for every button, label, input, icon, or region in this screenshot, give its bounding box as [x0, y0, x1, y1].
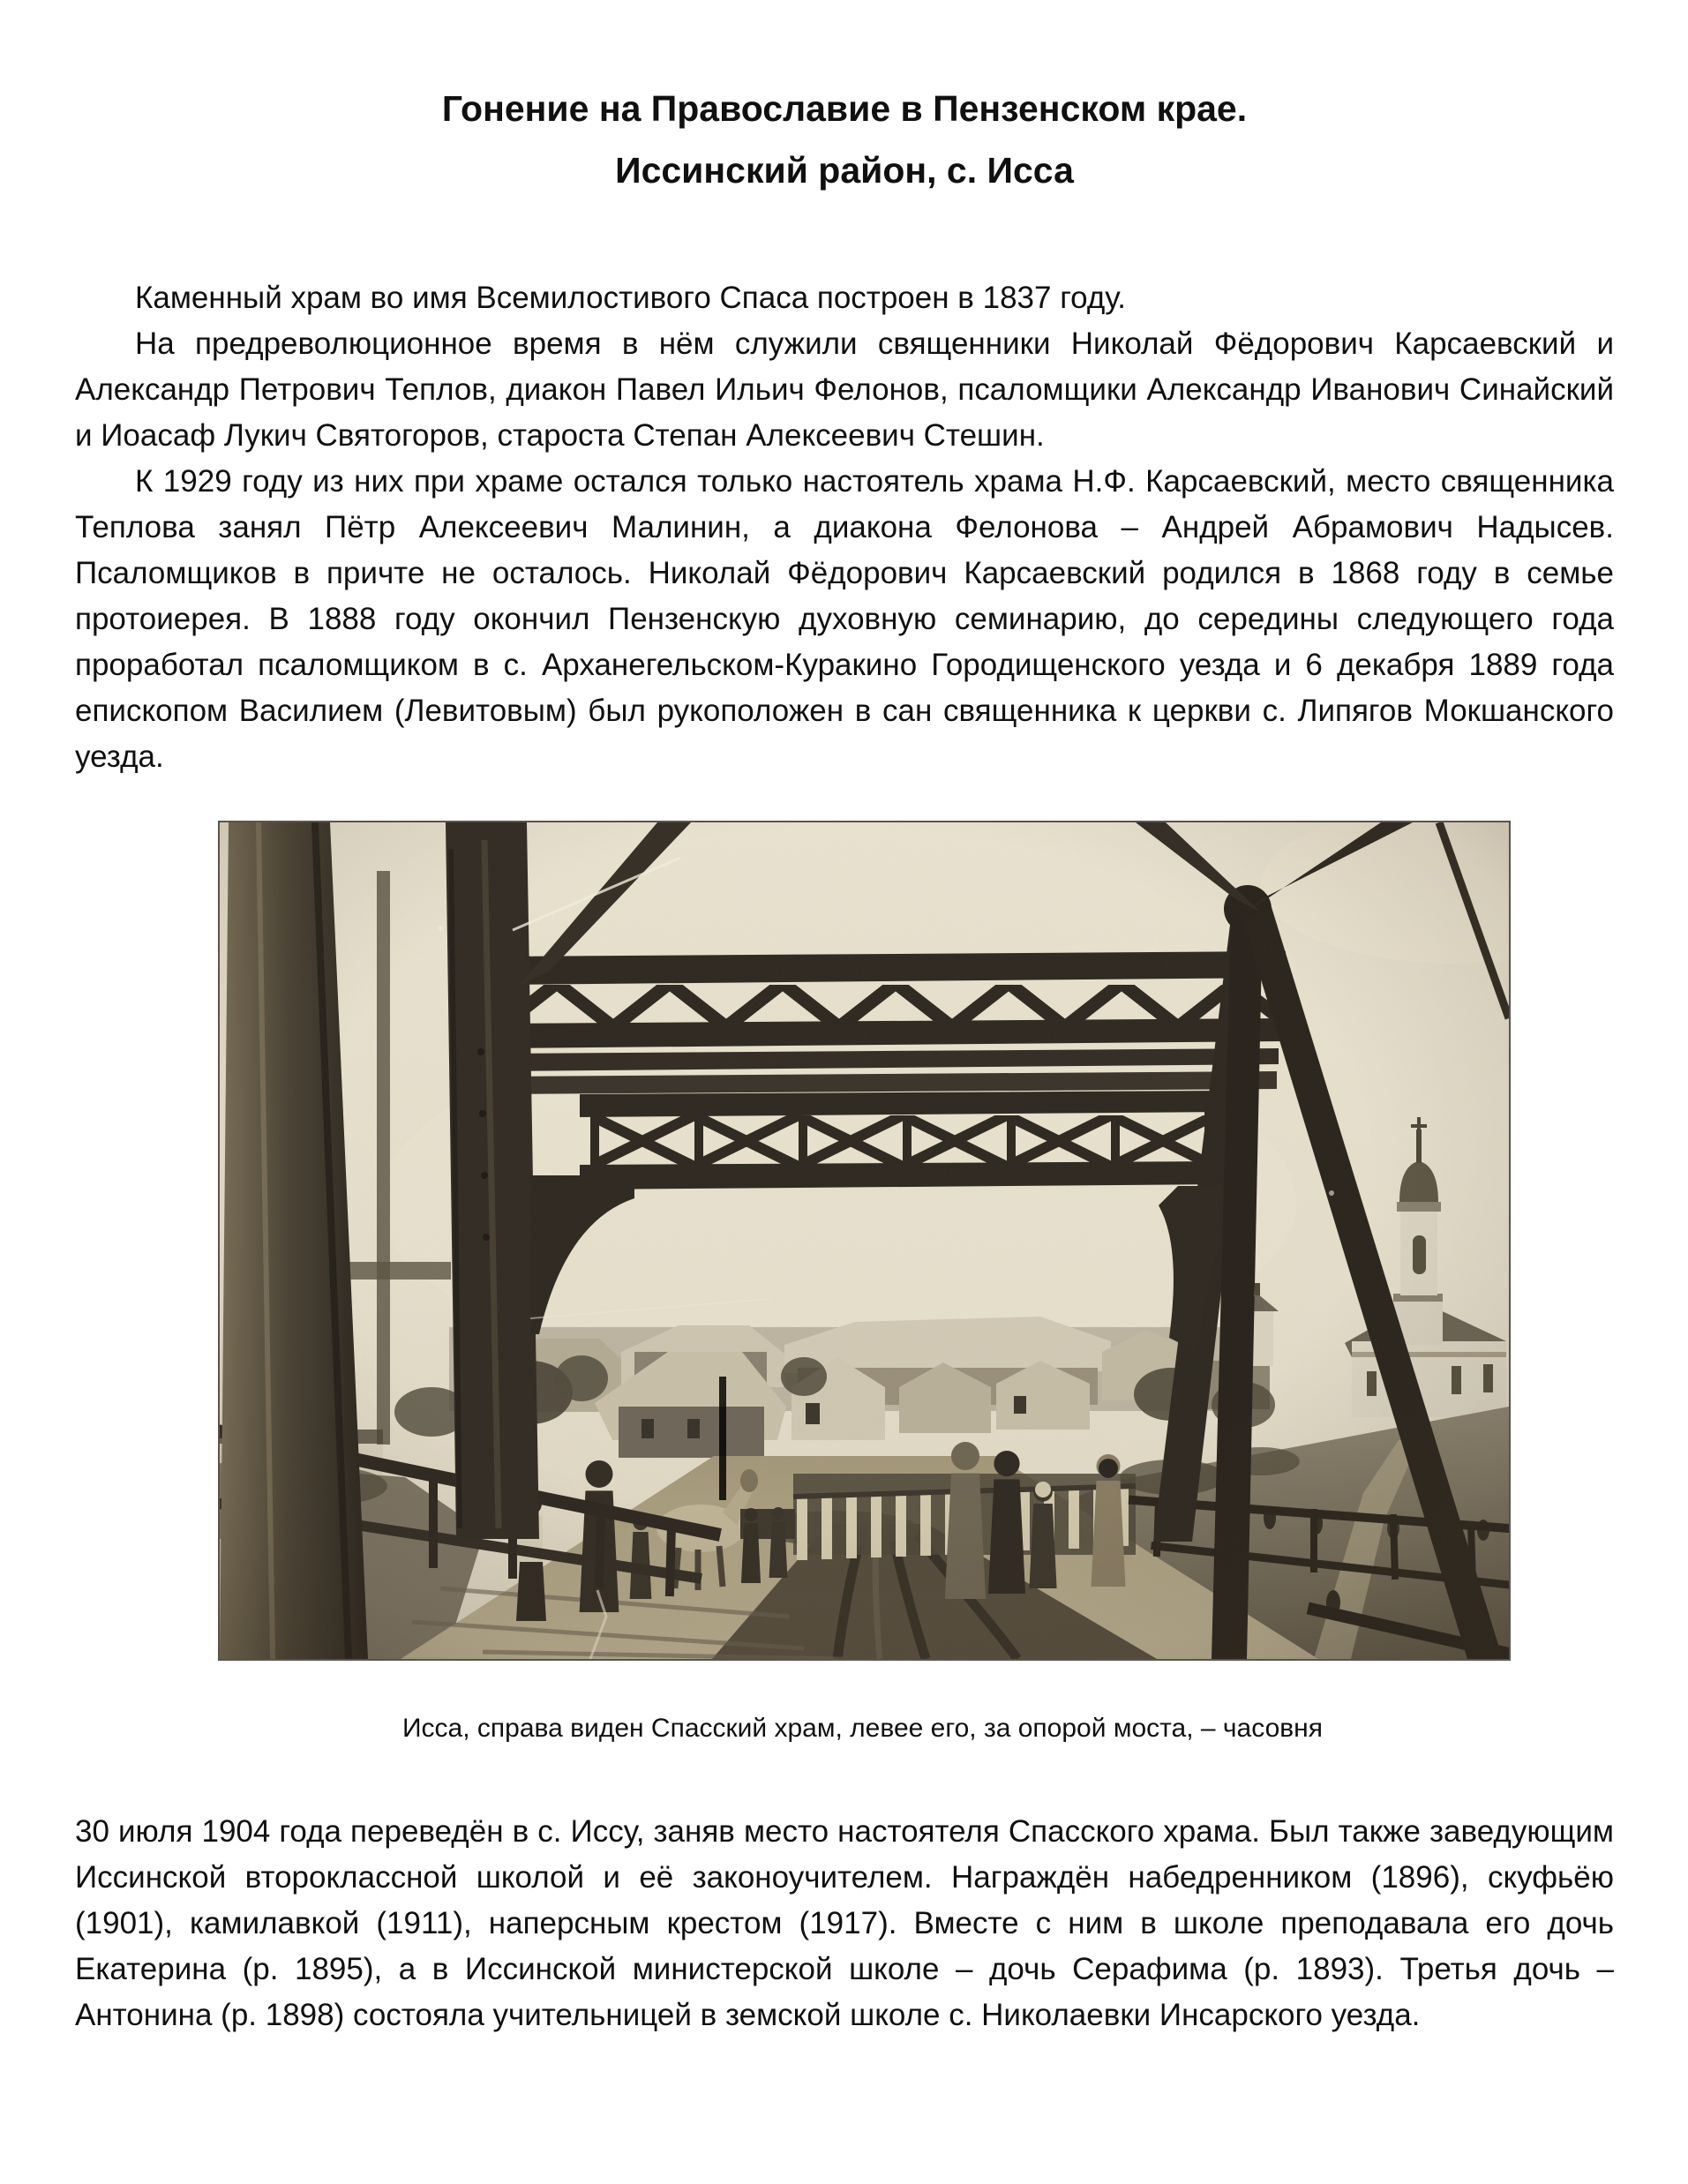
title-line-1: Гонение на Православие в Пензенском крае.	[441, 88, 1248, 129]
bridge-photo-art	[220, 822, 1509, 1659]
paragraph-1929-clergy: К 1929 году из них при храме остался только настоятель храма Н.Ф. Карсаевский, место священника Теплова занял Пётр Алексеевич Малинин, а диакона Фелонова – Андрей Абрамович Надысев. Псаломщиков в причте не осталось. Николай Фёдорович Карсаевский родился в 1868 году в семье протоиерея. В 1888 году окончил Пензенскую духовную семинарию, до середины следующего года проработал псаломщиком в с. Арханегельском-Куракино Городищенского уезда и 6 декабря 1889 года епископом Василием (Левитовым) был рукоположен в сан священника к церкви с. Липягов Мокшанского уезда.	[75, 464, 1614, 774]
paragraph-prerevolutionary-clergy: На предреволюционное время в нём служили священники Николай Фёдорович Карсаевский и Александр Петрович Теплов, диакон Павел Ильич Фелонов, псаломщики Александр Иванович Синайский и Иоасаф Лукич Святогоров, староста Степан Алексеевич Стешин.	[75, 326, 1614, 453]
bridge-photo-figure	[218, 821, 1507, 1745]
page-title	[75, 78, 1614, 201]
paragraph-church-built: Каменный храм во имя Всемилостивого Спаса построен в 1837 году.	[135, 281, 1127, 315]
paragraph-transfer-1904: 30 июля 1904 года переведён в с. Иссу, заняв место настоятеля Спасского храма. Был также заведующим Иссинской второклассной школой и её законоучителем. Награждён набедренником (1896), скуфьёю (1901), камилавкой (1911), наперсным крестом (1917). Вместе с ним в школе преподавала его дочь Екатерина (р. 1895), а в Иссинской министерской школе – дочь Серафима (р. 1893). Третья дочь – Антонина (р. 1898) состояла учительницей в земской школе с. Николаевки Инсарского уезда.	[75, 1814, 1614, 2032]
title-line-2: Иссинский район, с. Исса	[615, 150, 1074, 191]
photo-caption: Исса, справа виден Спасский храм, левее его, за опорой моста, – часовня	[401, 1714, 1323, 1743]
bridge-photo	[218, 821, 1511, 1661]
photo-artifacts	[220, 822, 1509, 1659]
